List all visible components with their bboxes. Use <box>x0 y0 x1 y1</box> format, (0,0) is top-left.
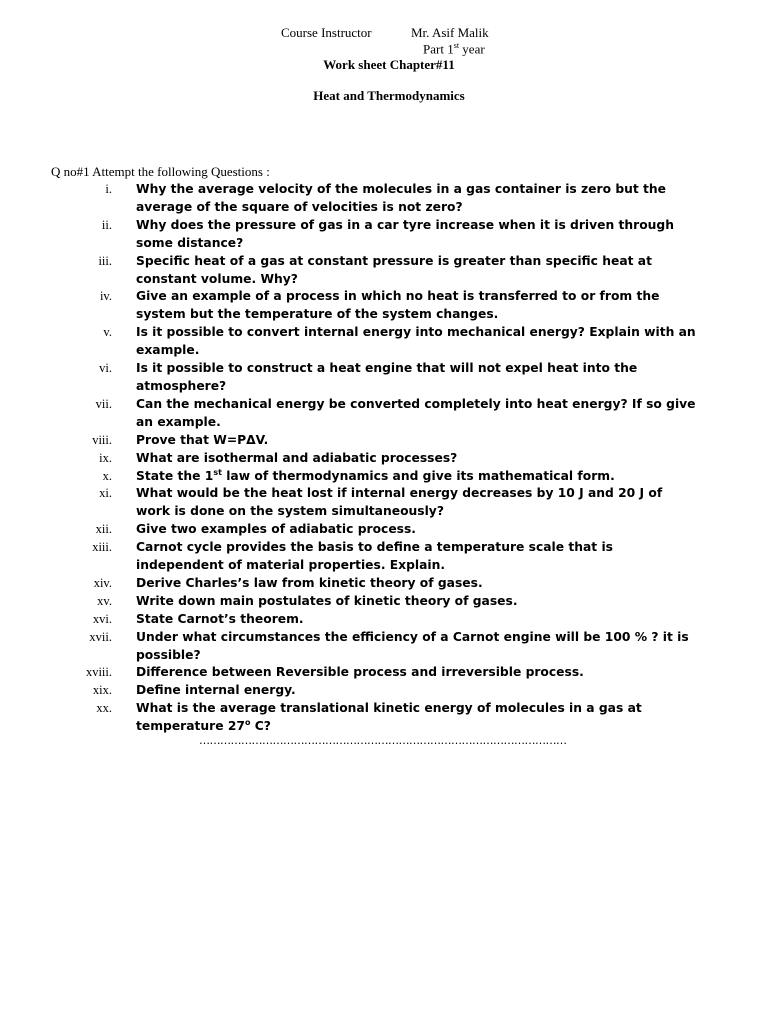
question-number: i. <box>105 182 112 196</box>
question-number: ii. <box>101 217 112 232</box>
question-item <box>0 682 768 700</box>
part-superscript: st <box>453 41 460 50</box>
question-number: iv. <box>99 289 112 304</box>
question-item <box>0 629 768 665</box>
instructor-name: Mr. Asif Malik <box>411 25 489 40</box>
part-suffix: year <box>459 41 485 57</box>
question-text: Why does the pressure of gas in a car tyre increase when it is driven through some distance? <box>136 217 674 250</box>
question-item <box>0 611 768 629</box>
question-superscript: o <box>244 718 251 728</box>
question-text-part: C? <box>250 719 271 734</box>
question-number: xvi. <box>92 611 112 626</box>
question-item <box>0 253 768 289</box>
question-number: xiv. <box>93 575 112 590</box>
worksheet-title: Work sheet Chapter#11 <box>323 57 455 72</box>
instructor-label: Course Instructor <box>281 25 372 40</box>
question-item <box>0 485 768 521</box>
question-item <box>0 396 768 432</box>
question-heading: Q no#1 Attempt the following Questions : <box>51 164 270 179</box>
question-item <box>0 664 768 682</box>
question-text: Under what circumstances the efficiency of a Carnot engine will be 100 % ? it is possible? <box>136 629 689 662</box>
question-text: Derive Charles’s law from kinetic theory of gases. <box>136 575 483 590</box>
question-text: Define internal energy. <box>136 683 296 698</box>
question-number: xvii. <box>89 629 112 644</box>
question-number: vi. <box>99 361 112 376</box>
question-number: xii. <box>95 522 112 537</box>
question-item <box>0 360 768 396</box>
question-item <box>0 521 768 539</box>
instructor-line <box>281 25 489 41</box>
question-number: ix. <box>99 450 112 465</box>
part-prefix: Part 1 <box>423 41 454 57</box>
question-item <box>0 324 768 360</box>
question-number: v. <box>103 325 112 340</box>
question-item <box>0 217 768 253</box>
question-superscript: st <box>213 467 222 477</box>
question-number: viii. <box>92 432 112 447</box>
end-dotted-rule: …………………………………………………………………………………………… <box>199 734 567 747</box>
question-item <box>0 539 768 575</box>
question-text: What would be the heat lost if internal energy decreases by 10 J and 20 J of work is done on the system simultaneously? <box>136 486 663 519</box>
topic-title: Heat and Thermodynamics <box>313 88 465 103</box>
question-number: xx. <box>96 701 112 716</box>
question-text: Prove that W=PΔV. <box>136 432 269 447</box>
question-text: Specific heat of a gas at constant pressure is greater than specific heat at constant volume. Why? <box>136 253 652 286</box>
question-number: xiii. <box>92 540 112 555</box>
question-number: iii. <box>98 253 112 268</box>
question-text: Difference between Reversible process and irreversible process. <box>136 665 584 680</box>
question-number: x. <box>102 468 112 483</box>
question-text: Is it possible to construct a heat engine that will not expel heat into the atmosphere? <box>136 361 638 393</box>
question-item <box>0 468 768 486</box>
part-year-line <box>423 41 485 57</box>
question-item <box>0 432 768 450</box>
question-text: Can the mechanical energy be converted completely into heat energy? If so give an example. <box>136 396 696 429</box>
question-text-part: law of thermodynamics and give its mathematical form. <box>221 468 615 483</box>
question-number: xi. <box>99 486 112 501</box>
question-item <box>0 575 768 593</box>
question-text: Is it possible to convert internal energy into mechanical energy? Explain with an example. <box>136 325 696 358</box>
question-number: xv. <box>97 593 112 608</box>
question-number: xviii. <box>85 665 112 680</box>
question-text-part: What is the average translational kinetic energy of molecules in a gas at temperature 27 <box>136 701 642 734</box>
question-text <box>136 700 698 736</box>
question-number: xix. <box>92 683 112 698</box>
question-text: Give an example of a process in which no heat is transferred to or from the system but the temperature of the system changes. <box>136 289 660 322</box>
question-text: Write down main postulates of kinetic theory of gases. <box>136 593 518 608</box>
question-item <box>0 700 768 736</box>
question-item <box>0 593 768 611</box>
question-item <box>0 181 768 217</box>
question-text: Give two examples of adiabatic process. <box>136 522 416 537</box>
question-number: vii. <box>95 396 112 411</box>
question-text-part: State the 1 <box>136 468 214 483</box>
question-text: What are isothermal and adiabatic processes? <box>136 450 458 465</box>
question-list <box>0 181 768 736</box>
question-text: Why the average velocity of the molecules in a gas container is zero but the average of the square of velocities is not zero? <box>136 182 667 214</box>
question-text: State Carnot’s theorem. <box>136 611 304 626</box>
question-text <box>136 468 698 486</box>
question-item <box>0 450 768 468</box>
question-item <box>0 288 768 324</box>
question-text: Carnot cycle provides the basis to define a temperature scale that is independent of material properties. Explain. <box>136 540 613 573</box>
